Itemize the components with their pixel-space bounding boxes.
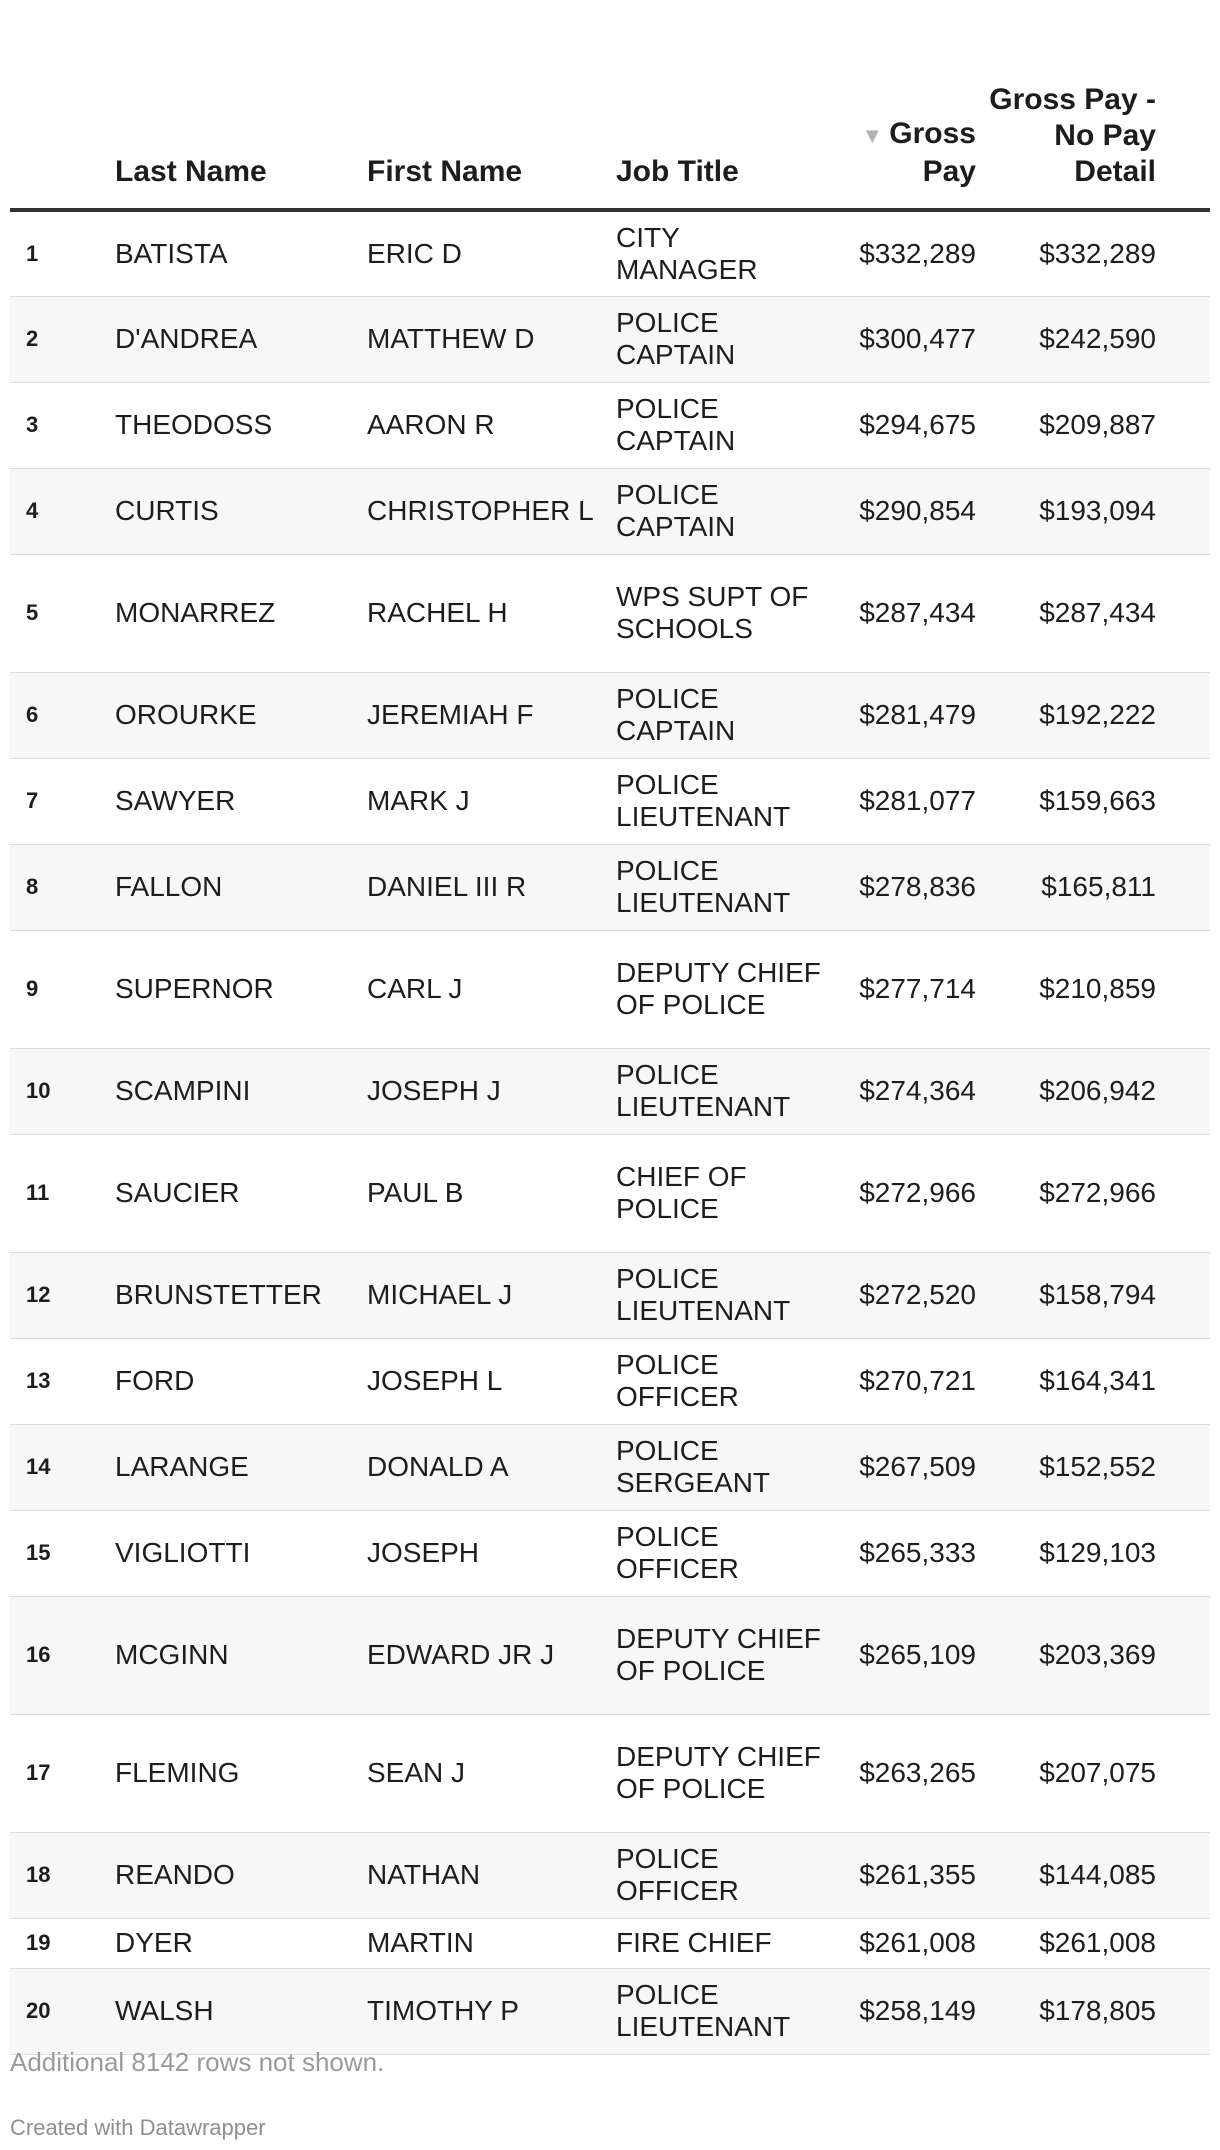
table-row bbox=[10, 468, 1210, 554]
truncated-cell bbox=[1156, 844, 1210, 930]
job-title-cell: DEPUTY CHIEF OF POLICE bbox=[616, 930, 846, 1048]
job-title-cell: POLICE SERGEANT bbox=[616, 1424, 846, 1510]
first-name-cell: MICHAEL J bbox=[367, 1252, 616, 1338]
rank-cell: 15 bbox=[10, 1510, 115, 1596]
truncated-cell bbox=[1156, 1968, 1210, 2054]
table-row bbox=[10, 1338, 1210, 1424]
gross-pay-no-detail-cell: $192,222 bbox=[976, 672, 1156, 758]
last-name-cell: FALLON bbox=[115, 844, 367, 930]
gross-pay-no-detail-cell: $158,794 bbox=[976, 1252, 1156, 1338]
last-name-cell: SUPERNOR bbox=[115, 930, 367, 1048]
gross-pay-header[interactable] bbox=[846, 0, 976, 210]
gross-pay-cell: $261,008 bbox=[846, 1918, 976, 1968]
first-name-header[interactable]: First Name bbox=[367, 0, 616, 210]
gross-pay-cell: $277,714 bbox=[846, 930, 976, 1048]
rank-cell: 6 bbox=[10, 672, 115, 758]
truncated-cell bbox=[1156, 1714, 1210, 1832]
gross-pay-no-detail-cell: $129,103 bbox=[976, 1510, 1156, 1596]
truncated-cell bbox=[1156, 758, 1210, 844]
table-row bbox=[10, 844, 1210, 930]
gross-pay-cell: $287,434 bbox=[846, 554, 976, 672]
table-row bbox=[10, 382, 1210, 468]
first-name-cell: AARON R bbox=[367, 382, 616, 468]
rank-cell: 2 bbox=[10, 296, 115, 382]
gross-pay-cell: $265,333 bbox=[846, 1510, 976, 1596]
rank-cell: 14 bbox=[10, 1424, 115, 1510]
rank-cell: 3 bbox=[10, 382, 115, 468]
truncated-cell bbox=[1156, 930, 1210, 1048]
table-row bbox=[10, 672, 1210, 758]
gross-pay-no-detail-cell: $159,663 bbox=[976, 758, 1156, 844]
gross-pay-no-detail-cell: $332,289 bbox=[976, 210, 1156, 296]
job-title-cell: WPS SUPT OF SCHOOLS bbox=[616, 554, 846, 672]
job-title-header[interactable]: Job Title bbox=[616, 0, 846, 210]
table-row bbox=[10, 1424, 1210, 1510]
rank-cell: 16 bbox=[10, 1596, 115, 1714]
gross-pay-cell: $261,355 bbox=[846, 1832, 976, 1918]
last-name-cell: WALSH bbox=[115, 1968, 367, 2054]
last-name-cell: SCAMPINI bbox=[115, 1048, 367, 1134]
job-title-cell: POLICE LIEUTENANT bbox=[616, 1048, 846, 1134]
truncated-cell bbox=[1156, 1252, 1210, 1338]
last-name-cell: SAWYER bbox=[115, 758, 367, 844]
gross-pay-cell: $270,721 bbox=[846, 1338, 976, 1424]
first-name-cell: JOSEPH J bbox=[367, 1048, 616, 1134]
gross-pay-cell: $272,966 bbox=[846, 1134, 976, 1252]
gross-pay-no-detail-cell: $165,811 bbox=[976, 844, 1156, 930]
table-row bbox=[10, 1918, 1210, 1968]
truncated-cell bbox=[1156, 554, 1210, 672]
last-name-cell: LARANGE bbox=[115, 1424, 367, 1510]
gross-pay-no-detail-cell: $206,942 bbox=[976, 1048, 1156, 1134]
table-body bbox=[10, 210, 1210, 2054]
job-title-cell: FIRE CHIEF bbox=[616, 1918, 846, 1968]
job-title-cell: POLICE OFFICER bbox=[616, 1510, 846, 1596]
rank-cell: 17 bbox=[10, 1714, 115, 1832]
rank-cell: 7 bbox=[10, 758, 115, 844]
truncated-cell bbox=[1156, 1424, 1210, 1510]
last-name-cell: D'ANDREA bbox=[115, 296, 367, 382]
gross-pay-no-detail-cell: $178,805 bbox=[976, 1968, 1156, 2054]
job-title-cell: CITY MANAGER bbox=[616, 210, 846, 296]
truncated-cell bbox=[1156, 1134, 1210, 1252]
table-row bbox=[10, 930, 1210, 1048]
first-name-cell: TIMOTHY P bbox=[367, 1968, 616, 2054]
table-row bbox=[10, 1714, 1210, 1832]
rank-cell: 11 bbox=[10, 1134, 115, 1252]
table-row bbox=[10, 210, 1210, 296]
rank-header bbox=[10, 0, 115, 210]
first-name-cell: MATTHEW D bbox=[367, 296, 616, 382]
first-name-cell: NATHAN bbox=[367, 1832, 616, 1918]
gross-pay-cell: $290,854 bbox=[846, 468, 976, 554]
rank-cell: 8 bbox=[10, 844, 115, 930]
table-row bbox=[10, 1510, 1210, 1596]
gross-pay-no-detail-cell: $209,887 bbox=[976, 382, 1156, 468]
gross-pay-cell: $265,109 bbox=[846, 1596, 976, 1714]
first-name-cell: SEAN J bbox=[367, 1714, 616, 1832]
first-name-cell: JOSEPH bbox=[367, 1510, 616, 1596]
gross-pay-no-detail-cell: $193,094 bbox=[976, 468, 1156, 554]
job-title-cell: POLICE OFFICER bbox=[616, 1832, 846, 1918]
first-name-cell: DONALD A bbox=[367, 1424, 616, 1510]
last-name-cell: BATISTA bbox=[115, 210, 367, 296]
job-title-cell: CHIEF OF POLICE bbox=[616, 1134, 846, 1252]
gross-pay-no-detail-cell: $287,434 bbox=[976, 554, 1156, 672]
rank-cell: 12 bbox=[10, 1252, 115, 1338]
first-name-cell: CARL J bbox=[367, 930, 616, 1048]
first-name-cell: CHRISTOPHER L bbox=[367, 468, 616, 554]
last-name-cell: MCGINN bbox=[115, 1596, 367, 1714]
last-name-cell: BRUNSTETTER bbox=[115, 1252, 367, 1338]
table-row bbox=[10, 296, 1210, 382]
truncated-cell bbox=[1156, 1338, 1210, 1424]
gross-pay-cell: $278,836 bbox=[846, 844, 976, 930]
gross-pay-no-detail-cell: $144,085 bbox=[976, 1832, 1156, 1918]
gross-pay-no-detail-cell: $261,008 bbox=[976, 1918, 1156, 1968]
truncated-column-header bbox=[1156, 0, 1210, 210]
truncated-cell bbox=[1156, 468, 1210, 554]
rank-cell: 1 bbox=[10, 210, 115, 296]
first-name-cell: EDWARD JR J bbox=[367, 1596, 616, 1714]
job-title-cell: POLICE CAPTAIN bbox=[616, 296, 846, 382]
table-row bbox=[10, 1968, 1210, 2054]
last-name-cell: REANDO bbox=[115, 1832, 367, 1918]
table-row bbox=[10, 1134, 1210, 1252]
job-title-cell: POLICE LIEUTENANT bbox=[616, 758, 846, 844]
job-title-cell: POLICE LIEUTENANT bbox=[616, 1252, 846, 1338]
last-name-header[interactable]: Last Name bbox=[115, 0, 367, 210]
gross-pay-no-detail-cell: $164,341 bbox=[976, 1338, 1156, 1424]
truncated-cell bbox=[1156, 1596, 1210, 1714]
gross-pay-no-detail-cell: $152,552 bbox=[976, 1424, 1156, 1510]
sort-descending-icon: ▼ bbox=[861, 123, 884, 148]
truncated-cell bbox=[1156, 210, 1210, 296]
rank-cell: 5 bbox=[10, 554, 115, 672]
truncated-cell bbox=[1156, 1918, 1210, 1968]
last-name-cell: DYER bbox=[115, 1918, 367, 1968]
gross-pay-cell: $258,149 bbox=[846, 1968, 976, 2054]
gross-pay-no-detail-cell: $210,859 bbox=[976, 930, 1156, 1048]
gross-pay-no-detail-cell: $272,966 bbox=[976, 1134, 1156, 1252]
last-name-cell: FLEMING bbox=[115, 1714, 367, 1832]
truncated-cell bbox=[1156, 672, 1210, 758]
gross-pay-cell: $263,265 bbox=[846, 1714, 976, 1832]
table-row bbox=[10, 1596, 1210, 1714]
gross-pay-cell: $274,364 bbox=[846, 1048, 976, 1134]
rank-cell: 4 bbox=[10, 468, 115, 554]
truncated-cell bbox=[1156, 296, 1210, 382]
last-name-cell: FORD bbox=[115, 1338, 367, 1424]
job-title-cell: DEPUTY CHIEF OF POLICE bbox=[616, 1596, 846, 1714]
gross-pay-no-detail-cell: $242,590 bbox=[976, 296, 1156, 382]
rank-cell: 9 bbox=[10, 930, 115, 1048]
datawrapper-credit[interactable]: Created with Datawrapper bbox=[10, 2115, 266, 2140]
gross-pay-cell: $267,509 bbox=[846, 1424, 976, 1510]
first-name-cell: ERIC D bbox=[367, 210, 616, 296]
rank-cell: 18 bbox=[10, 1832, 115, 1918]
gross-pay-no-detail-cell: $207,075 bbox=[976, 1714, 1156, 1832]
gross-pay-cell: $281,077 bbox=[846, 758, 976, 844]
salary-table bbox=[10, 0, 1210, 2055]
last-name-cell: THEODOSS bbox=[115, 382, 367, 468]
rank-cell: 19 bbox=[10, 1918, 115, 1968]
job-title-cell: POLICE OFFICER bbox=[616, 1338, 846, 1424]
last-name-cell: VIGLIOTTI bbox=[115, 1510, 367, 1596]
truncated-cell bbox=[1156, 382, 1210, 468]
last-name-cell: OROURKE bbox=[115, 672, 367, 758]
gross-pay-cell: $300,477 bbox=[846, 296, 976, 382]
gross-pay-no-detail-cell: $203,369 bbox=[976, 1596, 1156, 1714]
gross-pay-cell: $272,520 bbox=[846, 1252, 976, 1338]
truncated-cell bbox=[1156, 1048, 1210, 1134]
table-row bbox=[10, 554, 1210, 672]
table-row bbox=[10, 1048, 1210, 1134]
first-name-cell: MARTIN bbox=[367, 1918, 616, 1968]
first-name-cell: MARK J bbox=[367, 758, 616, 844]
first-name-cell: DANIEL III R bbox=[367, 844, 616, 930]
gross-pay-no-detail-header[interactable]: Gross Pay - No Pay Detail bbox=[976, 0, 1156, 210]
first-name-cell: PAUL B bbox=[367, 1134, 616, 1252]
gross-pay-header-label: Gross Pay bbox=[889, 117, 976, 188]
job-title-cell: POLICE CAPTAIN bbox=[616, 382, 846, 468]
job-title-cell: POLICE LIEUTENANT bbox=[616, 1968, 846, 2054]
job-title-cell: POLICE CAPTAIN bbox=[616, 672, 846, 758]
gross-pay-cell: $294,675 bbox=[846, 382, 976, 468]
truncated-cell bbox=[1156, 1510, 1210, 1596]
first-name-cell: JOSEPH L bbox=[367, 1338, 616, 1424]
data-table-container bbox=[10, 0, 1210, 2055]
rows-not-shown-note: Additional 8142 rows not shown. bbox=[10, 2047, 385, 2077]
gross-pay-cell: $281,479 bbox=[846, 672, 976, 758]
job-title-cell: POLICE LIEUTENANT bbox=[616, 844, 846, 930]
rank-cell: 20 bbox=[10, 1968, 115, 2054]
first-name-cell: RACHEL H bbox=[367, 554, 616, 672]
table-row bbox=[10, 758, 1210, 844]
rank-cell: 13 bbox=[10, 1338, 115, 1424]
truncated-cell bbox=[1156, 1832, 1210, 1918]
table-row bbox=[10, 1252, 1210, 1338]
last-name-cell: CURTIS bbox=[115, 468, 367, 554]
table-row bbox=[10, 1832, 1210, 1918]
job-title-cell: DEPUTY CHIEF OF POLICE bbox=[616, 1714, 846, 1832]
first-name-cell: JEREMIAH F bbox=[367, 672, 616, 758]
rank-cell: 10 bbox=[10, 1048, 115, 1134]
last-name-cell: SAUCIER bbox=[115, 1134, 367, 1252]
gross-pay-cell: $332,289 bbox=[846, 210, 976, 296]
table-header-row bbox=[10, 0, 1210, 210]
job-title-cell: POLICE CAPTAIN bbox=[616, 468, 846, 554]
last-name-cell: MONARREZ bbox=[115, 554, 367, 672]
